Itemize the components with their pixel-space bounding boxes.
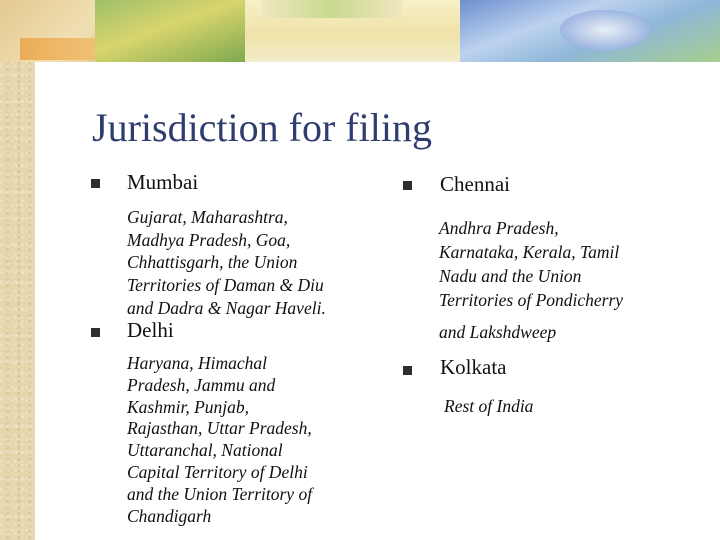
jurisdiction-line: Karnataka, Kerala, Tamil — [439, 242, 620, 262]
bench-jurisdiction-delhi — [127, 353, 312, 527]
jurisdiction-line: and the Union Territory of — [127, 483, 313, 504]
square-bullet-icon — [91, 328, 100, 337]
slide-title: Jurisdiction for filing — [92, 105, 432, 150]
bench-city-chennai: Chennai — [440, 172, 510, 196]
bench-jurisdiction-kolkata — [444, 395, 533, 418]
bench-city-mumbai: Mumbai — [127, 170, 199, 194]
square-bullet-icon — [403, 181, 412, 190]
jurisdiction-line: and Lakshdweep — [439, 322, 557, 342]
jurisdiction-line: Uttaranchal, National — [127, 440, 283, 461]
jurisdiction-line: Territories of Pondicherry — [439, 290, 624, 310]
jurisdiction-line: and Dadra & Nagar Haveli. — [127, 297, 326, 318]
banner-tile — [95, 0, 245, 62]
jurisdiction-line: Rajasthan, Uttar Pradesh, — [127, 418, 312, 439]
jurisdiction-line: Chhattisgarh, the Union — [127, 252, 298, 273]
jurisdiction-line: Madhya Pradesh, Goa, — [127, 229, 291, 250]
jurisdiction-line: Nadu and the Union — [439, 266, 582, 286]
bench-city-kolkata: Kolkata — [440, 355, 507, 379]
bench-city-delhi: Delhi — [127, 318, 174, 342]
jurisdiction-line: Pradesh, Jammu and — [127, 374, 276, 395]
jurisdiction-line: Kashmir, Punjab, — [127, 396, 250, 417]
jurisdiction-line: Territories of Daman & Diu — [127, 275, 324, 296]
jurisdiction-line: Capital Territory of Delhi — [127, 461, 308, 482]
square-bullet-icon — [403, 366, 412, 375]
decorative-banner — [0, 0, 720, 62]
jurisdiction-line: Rest of India — [444, 396, 534, 416]
banner-tile — [560, 10, 650, 50]
bench-jurisdiction-chennai — [439, 216, 623, 344]
banner-tile — [262, 0, 402, 18]
jurisdiction-line: Haryana, Himachal — [127, 353, 267, 373]
bench-jurisdiction-mumbai — [127, 206, 326, 320]
square-bullet-icon — [91, 179, 100, 188]
jurisdiction-line: Chandigarh — [127, 505, 212, 526]
jurisdiction-line: Gujarat, Maharashtra, — [127, 207, 288, 227]
jurisdiction-line: Andhra Pradesh, — [439, 218, 559, 238]
